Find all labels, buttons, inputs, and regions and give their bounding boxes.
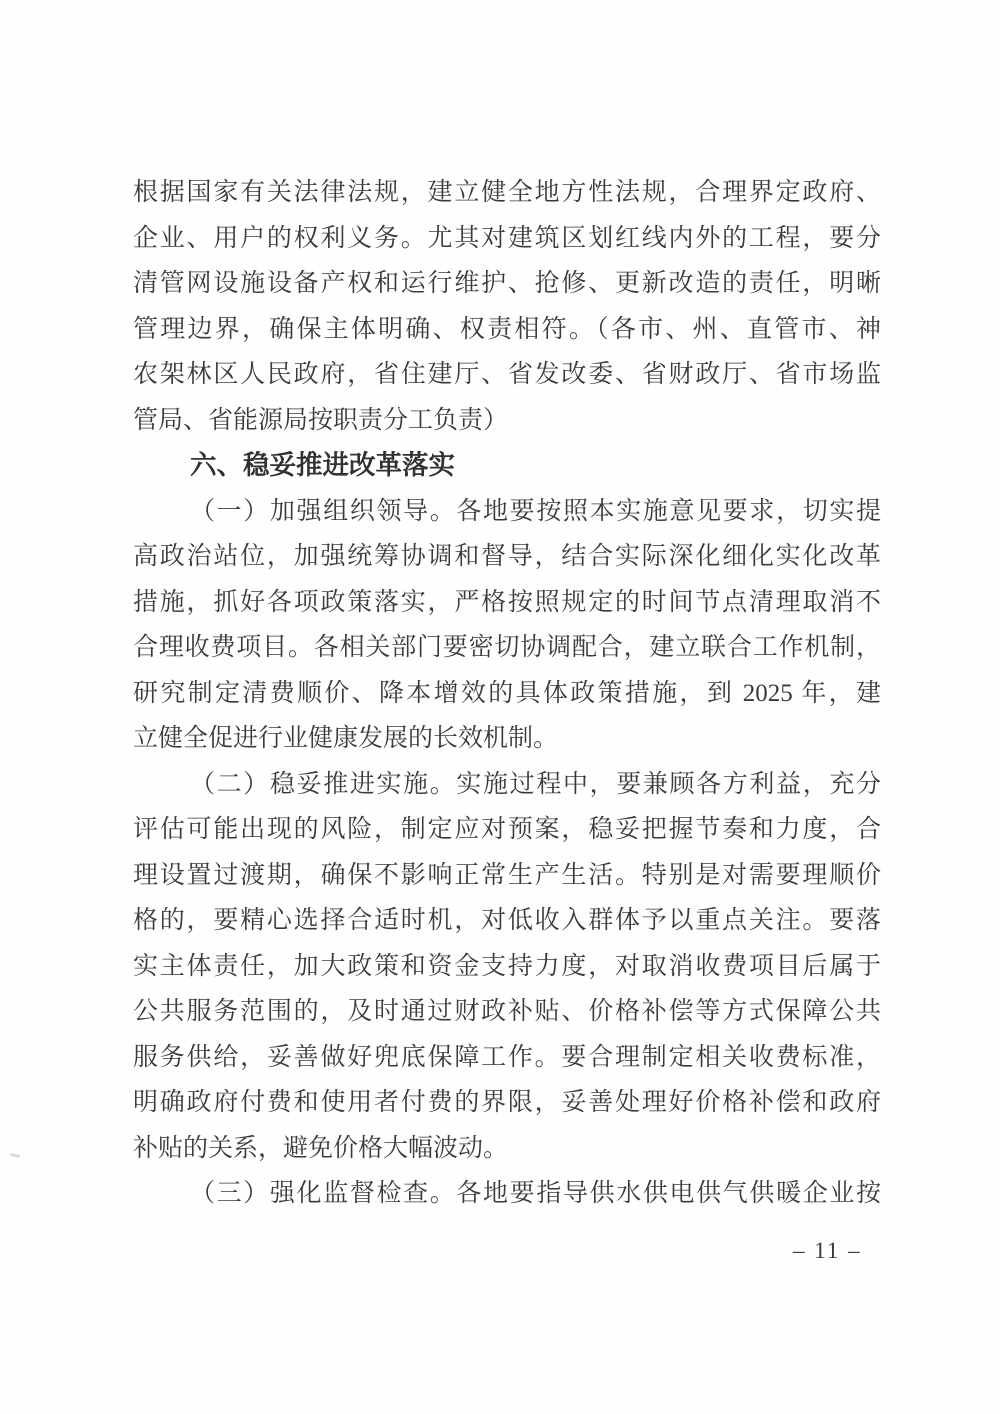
text-line: 管局、省能源局按职责分工负责） — [133, 406, 509, 434]
text-line: 研究制定清费顺价、降本增效的具体政策措施，到 2025 年，建 — [133, 679, 881, 707]
text-line: 理设置过渡期，确保不影响正常生产生活。特别是对需要理顺价 — [133, 861, 881, 889]
text-line: 明确政府付费和使用者付费的界限，妥善处理好价格补偿和政府 — [133, 1089, 881, 1116]
text-line: 农架林区人民政府，省住建厅、省发改委、省财政厅、省市场监 — [133, 361, 881, 388]
text-line: 企业、用户的权利义务。尤其对建筑区划红线内外的工程，要分 — [133, 224, 881, 252]
text-line: 合理收费项目。各相关部门要密切协调配合，建立联合工作机制， — [133, 634, 881, 661]
text-line: 实主体责任，加大政策和资金支持力度，对取消收费项目后属于 — [133, 952, 881, 980]
text-line: 补贴的关系，避免价格大幅波动。 — [133, 1134, 509, 1162]
page-number: – 11 – — [793, 1238, 862, 1263]
text-line: 管理边界，确保主体明确、权责相符。（各市、州、直管市、神 — [133, 315, 881, 343]
section-heading: 六、稳妥推进改革落实 — [190, 450, 455, 480]
text-line: 清管网设施设备产权和运行维护、抢修、更新改造的责任，明晰 — [133, 270, 881, 297]
text-line: 高政治站位，加强统筹协调和督导，结合实际深化细化实化改革 — [133, 543, 881, 570]
text-line: 格的，要精心选择合适时机，对低收入群体予以重点关注。要落 — [133, 907, 881, 934]
text-line: （一）加强组织领导。各地要按照本实施意见要求，切实提 — [190, 497, 881, 525]
text-line: 措施，抓好各项政策落实，严格按照规定的时间节点清理取消不 — [133, 588, 881, 616]
text-line: 根据国家有关法律法规，建立健全地方性法规，合理界定政府、 — [133, 179, 881, 206]
text-line: 立健全促进行业健康发展的长效机制。 — [133, 725, 559, 752]
text-line: （二）稳妥推进实施。实施过程中，要兼顾各方利益，充分 — [190, 770, 881, 798]
scan-artifact — [10, 1153, 20, 1158]
text-line: （三）强化监督检查。各地要指导供水供电供气供暖企业按 — [190, 1180, 881, 1207]
text-line: 评估可能出现的风险，制定应对预案，稳妥把握节奏和力度，合 — [133, 816, 881, 843]
text-line: 公共服务范围的，及时通过财政补贴、价格补偿等方式保障公共 — [133, 998, 881, 1025]
text-line: 服务供给，妥善做好兜底保障工作。要合理制定相关收费标准， — [133, 1043, 881, 1071]
document-body — [133, 170, 881, 1217]
